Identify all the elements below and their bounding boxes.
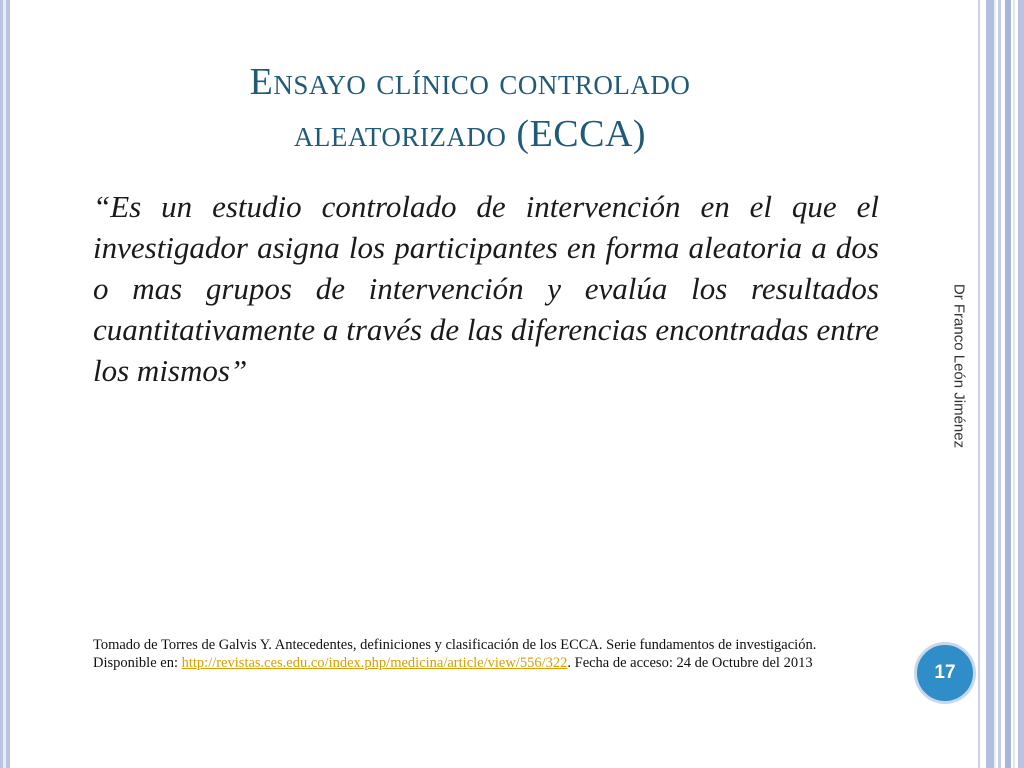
title-line-2c: ) xyxy=(632,113,647,155)
reference-link[interactable]: http://revistas.ces.edu.co/index.php/medicina/article/view/556/322 xyxy=(181,655,568,671)
page-number: 17 xyxy=(934,662,956,683)
reference-citation xyxy=(93,636,883,672)
title-line-2a: aleatorizado ( xyxy=(293,113,530,155)
author-name: Dr Franco León Jiménez xyxy=(950,283,968,449)
left-border-highlight xyxy=(3,0,6,768)
author-vertical-label xyxy=(939,266,979,466)
reference-text-after: . Fecha de acceso: 24 de Octubre del 2013 xyxy=(567,655,813,671)
right-decorative-stripes xyxy=(978,0,1024,768)
definition-quote: “Es un estudio controlado de intervención en el que el investigador asigna los participantes en forma aleatoria a dos o mas grupos de intervención y evalúa los resultados cuantitativamente a través de las diferencias encontradas entre los mismos” xyxy=(93,189,879,388)
title-line-1: Ensayo clínico controlado xyxy=(249,61,691,103)
title-acronym: ECCA xyxy=(529,113,633,155)
page-number-badge xyxy=(914,642,976,704)
left-border-bar xyxy=(0,0,10,768)
reference-text-before: Tomado de Torres de Galvis Y. Antecedentes, definiciones y clasificación de los ECCA. Serie fundamentos de investigación. Disponible en: xyxy=(93,637,817,671)
slide-title xyxy=(90,56,850,160)
